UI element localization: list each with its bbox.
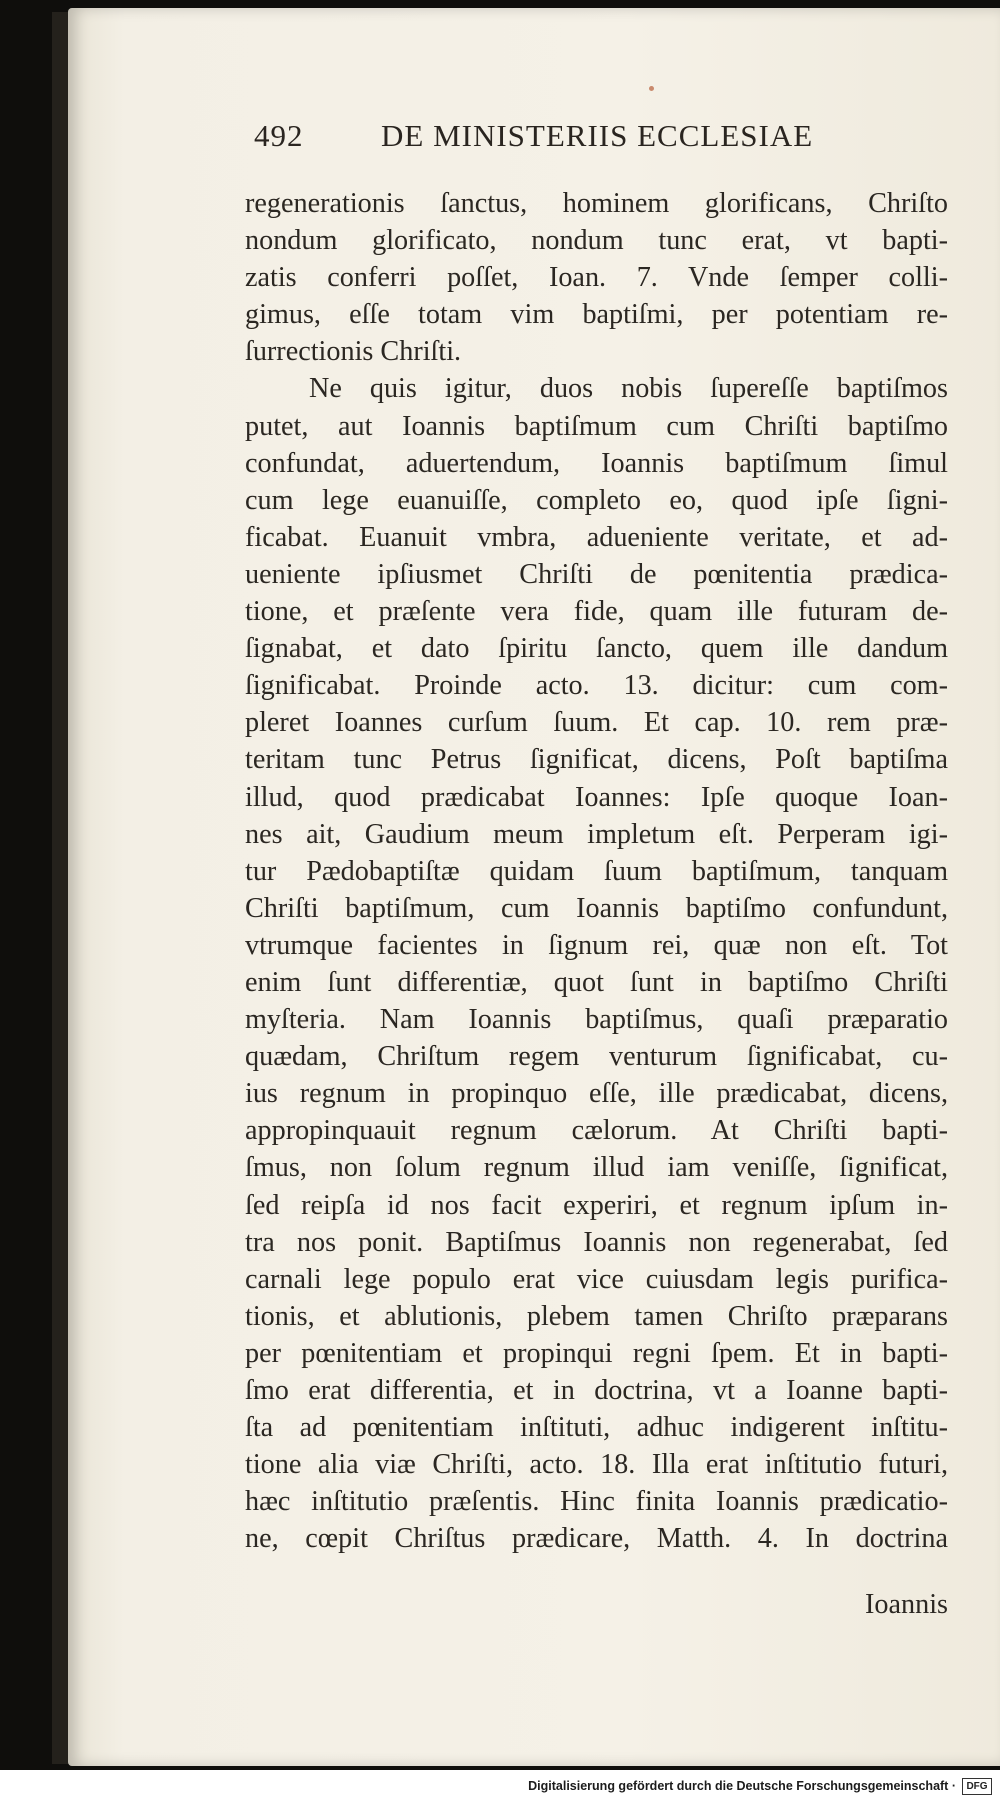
text-line: myſteria. Nam Ioannis baptiſmus, quaſi præparatio [245, 1004, 948, 1036]
text-line: tione alia viæ Chriſti, acto. 18. Illa erat inſtitutio futuri, [245, 1449, 948, 1481]
running-header [254, 118, 834, 164]
text-line: enim ſunt differentiæ, quot ſunt in baptiſmo Chriſti [245, 966, 948, 998]
text-line: cum lege euanuiſſe, completo eo, quod ipſe ſigni- [245, 484, 948, 516]
ink-spot [649, 86, 654, 91]
text-line: hæc inſtitutio præſentis. Hinc finita Ioannis prædicatio- [245, 1486, 948, 1518]
running-title: DE MINISTERIIS ECCLESIAE [381, 118, 814, 153]
digitization-credit: Digitalisierung gefördert durch die Deutsche Forschungsgemeinschaft · [528, 1779, 956, 1793]
text-line: Ne quis igitur, duos nobis ſupereſſe baptiſmos [309, 373, 948, 405]
text-line: vtrumque facientes in ſignum rei, quæ non eſt. Tot [245, 929, 948, 961]
text-line: ueniente ipſiusmet Chriſti de pœnitentia prædica- [245, 558, 948, 590]
text-line: putet, aut Ioannis baptiſmum cum Chriſti baptiſmo [245, 410, 948, 442]
body-text [245, 185, 948, 1557]
text-line: appropinquauit regnum cælorum. At Chriſti bapti- [245, 1115, 948, 1147]
text-line: Chriſti baptiſmum, cum Ioannis baptiſmo confundunt, [245, 892, 948, 924]
text-line: tionis, et ablutionis, plebem tamen Chriſto præparans [245, 1300, 948, 1332]
text-line: ſmus, non ſolum regnum illud iam veniſſe, ſignificat, [245, 1152, 948, 1184]
text-line: ficabat. Euanuit vmbra, adueniente veritate, et ad- [245, 521, 948, 553]
text-line: confundat, aduertendum, Ioannis baptiſmum ſimul [245, 447, 948, 479]
text-line: tione, et præſente vera fide, quam ille futuram de- [245, 596, 948, 628]
text-line: ius regnum in propinquo eſſe, ille prædicabat, dicens, [245, 1078, 948, 1110]
text-line: ſed reipſa id nos facit experiri, et regnum ipſum in- [245, 1189, 948, 1221]
page-number: 492 [254, 118, 304, 153]
text-line: carnali lege populo erat vice cuiusdam legis purifica- [245, 1263, 948, 1295]
text-line: illud, quod prædicabat Ioannes: Ipſe quoque Ioan- [245, 781, 948, 813]
text-line: ſurrectionis Chriſti. [245, 336, 462, 368]
text-line: gimus, eſſe totam vim baptiſmi, per potentiam re- [245, 299, 948, 331]
text-line: nes ait, Gaudium meum impletum eſt. Perperam igi- [245, 818, 948, 850]
text-line: regenerationis ſanctus, hominem glorificans, Chriſto [245, 188, 948, 219]
text-line: ſmo erat differentia, et in doctrina, vt a Ioanne bapti- [245, 1375, 948, 1406]
catchword: Ioannis [865, 1589, 948, 1620]
text-line: ſta ad pœnitentiam inſtituti, adhuc indigerent inſtitu- [245, 1412, 948, 1444]
text-line: nondum glorificato, nondum tunc erat, vt bapti- [245, 225, 948, 257]
dfg-logo: DFG [962, 1778, 992, 1795]
text-line: ſignificabat. Proinde acto. 13. dicitur: cum com- [245, 670, 948, 702]
text-line: tra nos ponit. Baptiſmus Ioannis non regenerabat, ſed [245, 1226, 948, 1258]
text-line: tur Pædobaptiſtæ quidam ſuum baptiſmum, tanquam [245, 855, 948, 887]
text-line: pleret Ioannes curſum ſuum. Et cap. 10. rem præ- [245, 707, 948, 739]
text-line: quædam, Chriſtum regem venturum ſignificabat, cu- [245, 1041, 948, 1073]
text-line: zatis conferri poſſet, Ioan. 7. Vnde ſemper colli- [245, 262, 948, 294]
text-line: teritam tunc Petrus ſignificat, dicens, Poſt baptiſma [245, 744, 948, 776]
text-line: per pœnitentiam et propinqui regni ſpem. Et in bapti- [245, 1337, 948, 1369]
text-line: ſignabat, et dato ſpiritu ſancto, quem ille dandum [245, 633, 948, 665]
text-line: ne, cœpit Chriſtus prædicare, Matth. 4. In doctrina [245, 1523, 948, 1555]
